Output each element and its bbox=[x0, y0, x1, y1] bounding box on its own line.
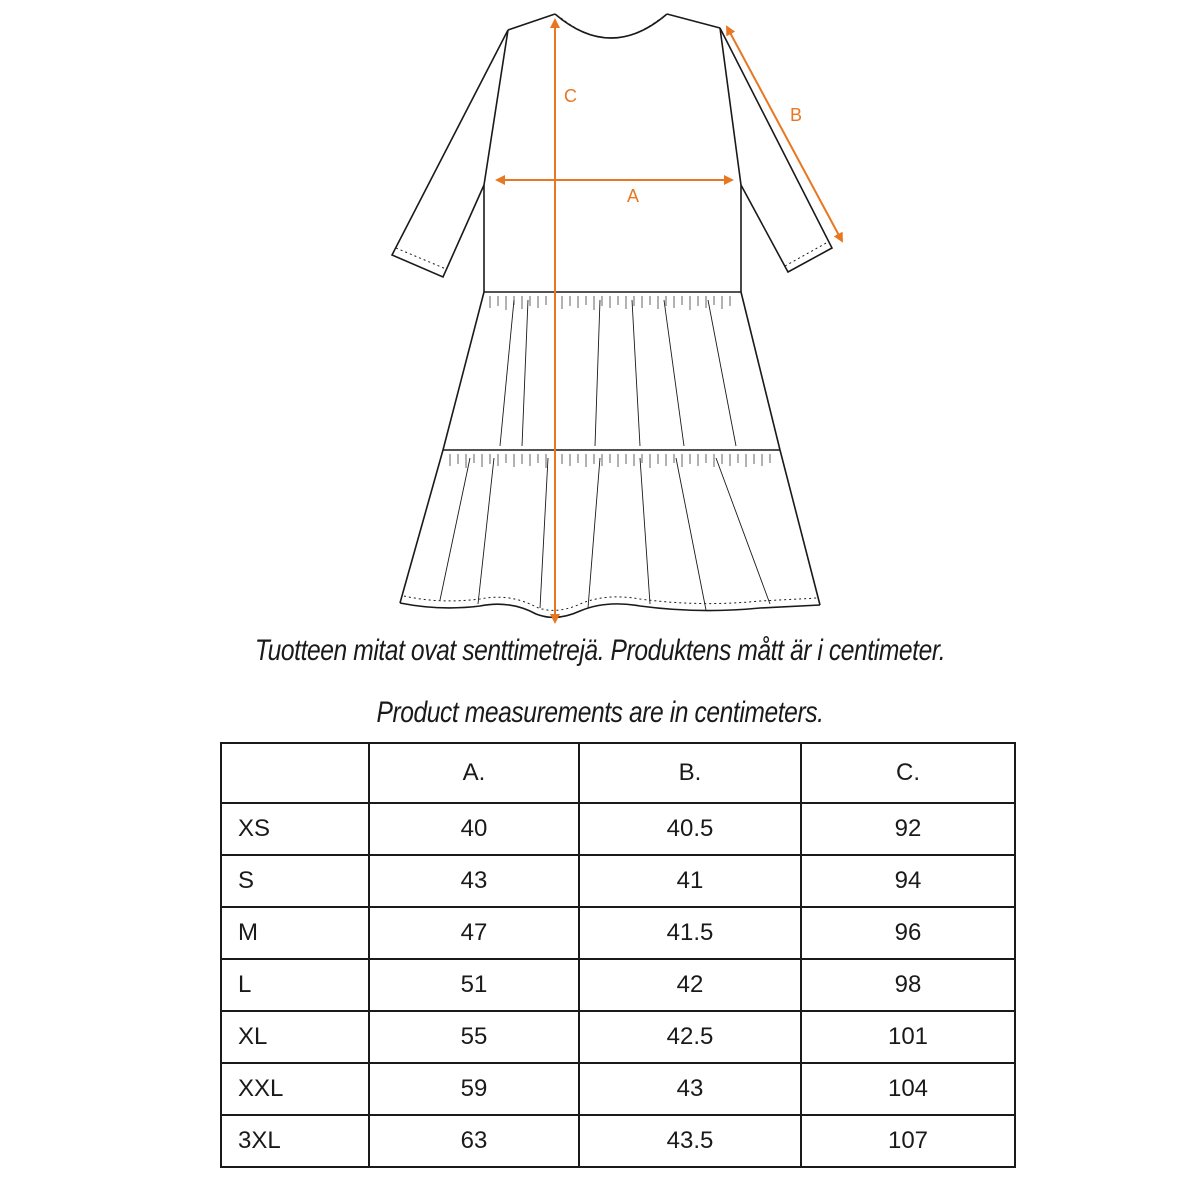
c-cell: 104 bbox=[801, 1063, 1015, 1115]
c-cell: 101 bbox=[801, 1011, 1015, 1063]
b-cell: 41.5 bbox=[579, 907, 801, 959]
size-table bbox=[220, 742, 1016, 1168]
measure-b-label: B bbox=[790, 105, 803, 125]
a-cell: 59 bbox=[369, 1063, 579, 1115]
c-cell: 92 bbox=[801, 803, 1015, 855]
left-shoulder bbox=[508, 14, 555, 30]
size-cell: XS bbox=[221, 803, 369, 855]
caption-units-fi-sv: Tuotteen mitat ovat senttimetrejä. Produktens mått är i centimeter. bbox=[254, 634, 946, 667]
size-cell: M bbox=[221, 907, 369, 959]
table-row bbox=[221, 1115, 1015, 1167]
a-cell: 47 bbox=[369, 907, 579, 959]
a-cell: 55 bbox=[369, 1011, 579, 1063]
size-cell: L bbox=[221, 959, 369, 1011]
c-cell: 107 bbox=[801, 1115, 1015, 1167]
table-row bbox=[221, 855, 1015, 907]
table-row bbox=[221, 803, 1015, 855]
b-cell: 41 bbox=[579, 855, 801, 907]
tier-2-left-side bbox=[400, 450, 443, 603]
measure-a-label: A bbox=[627, 186, 640, 206]
table-row bbox=[221, 907, 1015, 959]
tier-1-folds bbox=[500, 300, 736, 446]
caption-units-en: Product measurements are in centimeters. bbox=[376, 696, 824, 729]
dress-bodice bbox=[392, 14, 832, 292]
header-c: C. bbox=[801, 743, 1015, 803]
a-cell: 63 bbox=[369, 1115, 579, 1167]
a-cell: 51 bbox=[369, 959, 579, 1011]
right-shoulder bbox=[667, 14, 720, 28]
size-cell: S bbox=[221, 855, 369, 907]
size-cell: XL bbox=[221, 1011, 369, 1063]
tier-2-folds bbox=[440, 458, 770, 610]
a-cell: 40 bbox=[369, 803, 579, 855]
b-cell: 43.5 bbox=[579, 1115, 801, 1167]
c-cell: 98 bbox=[801, 959, 1015, 1011]
header-size bbox=[221, 743, 369, 803]
measure-b-line bbox=[727, 27, 842, 241]
b-cell: 42 bbox=[579, 959, 801, 1011]
left-sleeve bbox=[392, 30, 508, 277]
hem bbox=[400, 603, 820, 617]
c-cell: 96 bbox=[801, 907, 1015, 959]
size-cell: XXL bbox=[221, 1063, 369, 1115]
header-b: B. bbox=[579, 743, 801, 803]
b-cell: 43 bbox=[579, 1063, 801, 1115]
left-sleeve-cuff bbox=[396, 248, 446, 269]
right-body-side bbox=[720, 28, 741, 292]
tier-1-gathers bbox=[490, 296, 730, 310]
header-a: A. bbox=[369, 743, 579, 803]
b-cell: 40.5 bbox=[579, 803, 801, 855]
b-cell: 42.5 bbox=[579, 1011, 801, 1063]
table-row bbox=[221, 1063, 1015, 1115]
tier-2-right-side bbox=[780, 450, 820, 605]
dress-tier-2 bbox=[400, 450, 820, 617]
tier-1-left-side bbox=[443, 292, 484, 450]
c-cell: 94 bbox=[801, 855, 1015, 907]
tier-1-right-side bbox=[741, 292, 780, 450]
table-row bbox=[221, 1011, 1015, 1063]
a-cell: 43 bbox=[369, 855, 579, 907]
size-cell: 3XL bbox=[221, 1115, 369, 1167]
dress-tier-1 bbox=[443, 292, 780, 450]
measure-c-label: C bbox=[564, 86, 577, 106]
table-row bbox=[221, 959, 1015, 1011]
tier-2-gathers bbox=[450, 454, 770, 468]
table-header-row bbox=[221, 743, 1015, 803]
